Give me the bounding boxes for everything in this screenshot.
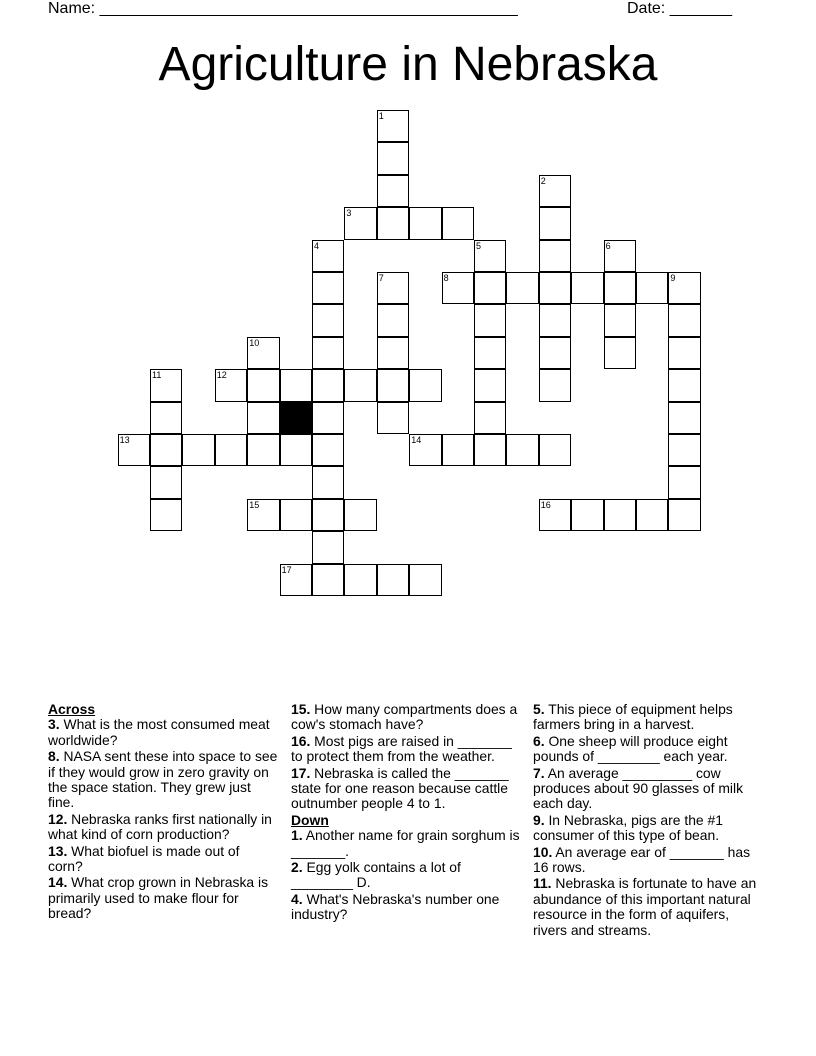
down-clue: 10. An average ear of _______ has 16 rows. bbox=[533, 843, 751, 876]
down-clue: 2. Egg yolk contains a lot of ________ D. bbox=[291, 859, 461, 891]
down-clue: 11. Nebraska is fortunate to have an abundance of this important natural resource in the form of aquifers, rivers and streams. bbox=[533, 875, 757, 938]
down-heading: Down bbox=[291, 811, 329, 828]
clue-number: 4 bbox=[314, 240, 320, 251]
grid-cell[interactable] bbox=[474, 304, 506, 336]
grid-cell[interactable] bbox=[539, 272, 571, 304]
grid-cell[interactable] bbox=[312, 369, 344, 401]
down-clue: 9. In Nebraska, pigs are the #1 consumer of this type of bean. bbox=[533, 811, 723, 844]
grid-cell[interactable] bbox=[150, 434, 182, 466]
grid-cell[interactable] bbox=[539, 434, 571, 466]
clues-column-3 bbox=[533, 702, 763, 939]
across-clue: 13. What biofuel is made out of corn? bbox=[48, 842, 240, 875]
grid-cell[interactable] bbox=[247, 499, 279, 531]
down-clue: 5. This piece of equipment helps farmers bring in a harvest. bbox=[533, 701, 733, 733]
grid-cell[interactable] bbox=[409, 207, 441, 239]
across-clue: 14. What crop grown in Nebraska is primarily used to make flour for bread? bbox=[48, 874, 269, 922]
across-clue: 15. How many compartments does a cow's stomach have? bbox=[291, 701, 518, 733]
grid-cell[interactable] bbox=[118, 434, 150, 466]
grid-cell[interactable] bbox=[247, 337, 279, 369]
grid-cell[interactable] bbox=[312, 466, 344, 498]
grid-cell[interactable] bbox=[280, 499, 312, 531]
grid-cell[interactable] bbox=[668, 369, 700, 401]
across-clue: 17. Nebraska is called the _______ state for one reason because cattle outnumber people 4 to 1. bbox=[291, 764, 509, 812]
grid-cell[interactable] bbox=[377, 207, 409, 239]
grid-cell[interactable] bbox=[668, 499, 700, 531]
grid-cell[interactable] bbox=[474, 240, 506, 272]
grid-cell[interactable] bbox=[506, 272, 538, 304]
clue-number: 5 bbox=[476, 240, 482, 251]
grid-cell[interactable] bbox=[571, 272, 603, 304]
grid-cell[interactable] bbox=[247, 369, 279, 401]
grid-cell[interactable] bbox=[377, 304, 409, 336]
clues-column-2 bbox=[291, 702, 521, 924]
grid-cell[interactable] bbox=[377, 272, 409, 304]
clue-number: 7 bbox=[378, 273, 384, 283]
grid-cell[interactable] bbox=[474, 272, 506, 304]
grid-cell[interactable] bbox=[539, 369, 571, 401]
grid-cell[interactable] bbox=[312, 434, 344, 466]
clue-number: 8 bbox=[443, 273, 449, 283]
grid-cell[interactable] bbox=[474, 369, 506, 401]
clue-number: 15 bbox=[249, 499, 260, 510]
grid-cell[interactable] bbox=[442, 434, 474, 466]
grid-cell[interactable] bbox=[150, 466, 182, 498]
grid-cell[interactable] bbox=[312, 531, 344, 563]
grid-cell[interactable] bbox=[377, 142, 409, 174]
grid-cell[interactable] bbox=[474, 402, 506, 434]
grid-cell[interactable] bbox=[247, 434, 279, 466]
clue-number: 16 bbox=[540, 499, 551, 510]
grid-cell[interactable] bbox=[636, 272, 668, 304]
grid-cell[interactable] bbox=[539, 499, 571, 531]
page-title: Agriculture in Nebraska bbox=[158, 38, 658, 91]
grid-cell[interactable] bbox=[668, 402, 700, 434]
grid-cell[interactable] bbox=[668, 466, 700, 498]
grid-cell[interactable] bbox=[312, 304, 344, 336]
grid-cell[interactable] bbox=[668, 337, 700, 369]
grid-cell[interactable] bbox=[312, 272, 344, 304]
grid-cell[interactable] bbox=[312, 499, 344, 531]
grid-cell[interactable] bbox=[280, 564, 312, 596]
down-clue: 4. What's Nebraska's number one industry? bbox=[291, 890, 500, 923]
grid-cell[interactable] bbox=[377, 564, 409, 596]
grid-cell[interactable] bbox=[247, 402, 279, 434]
grid-cell[interactable] bbox=[312, 240, 344, 272]
clue-number: 1 bbox=[378, 111, 384, 121]
grid-cell[interactable] bbox=[604, 240, 636, 272]
grid-cell[interactable] bbox=[604, 499, 636, 531]
grid-cell[interactable] bbox=[312, 402, 344, 434]
grid-cell[interactable] bbox=[344, 499, 376, 531]
down-clue: 1. Another name for grain sorghum is _______. bbox=[291, 827, 520, 859]
blocked-cell bbox=[280, 402, 312, 434]
clue-number: 11 bbox=[152, 370, 162, 381]
grid-cell[interactable] bbox=[474, 337, 506, 369]
grid-cell[interactable] bbox=[377, 369, 409, 401]
grid-cell[interactable] bbox=[442, 207, 474, 239]
clues-column-1 bbox=[48, 702, 278, 923]
grid-cell[interactable] bbox=[344, 564, 376, 596]
grid-cell[interactable] bbox=[215, 369, 247, 401]
grid-cell[interactable] bbox=[539, 207, 571, 239]
grid-cell[interactable] bbox=[280, 369, 312, 401]
grid-cell[interactable] bbox=[409, 369, 441, 401]
grid-cell[interactable] bbox=[636, 499, 668, 531]
clue-number: 9 bbox=[670, 273, 676, 283]
across-heading: Across bbox=[48, 701, 96, 717]
across-clue: 16. Most pigs are raised in _______ to protect them from the weather. bbox=[291, 732, 512, 765]
date-field[interactable]: Date: _______ bbox=[627, 0, 732, 17]
grid-cell[interactable] bbox=[215, 434, 247, 466]
grid-cell[interactable] bbox=[150, 402, 182, 434]
grid-cell[interactable] bbox=[150, 499, 182, 531]
clue-number: 3 bbox=[346, 208, 352, 219]
grid-cell[interactable] bbox=[280, 434, 312, 466]
clue-number: 10 bbox=[249, 337, 260, 348]
across-clue: 8. NASA sent these into space to see if they would grow in zero gravity on the space station. They grew just fine. bbox=[48, 748, 278, 811]
grid-cell[interactable] bbox=[377, 175, 409, 207]
grid-cell[interactable] bbox=[539, 304, 571, 336]
grid-cell[interactable] bbox=[377, 402, 409, 434]
grid-cell[interactable] bbox=[604, 304, 636, 336]
grid-cell[interactable] bbox=[312, 564, 344, 596]
clue-number: 13 bbox=[119, 435, 130, 445]
grid-cell[interactable] bbox=[539, 240, 571, 272]
grid-cell[interactable] bbox=[474, 434, 506, 466]
grid-cell[interactable] bbox=[377, 337, 409, 369]
across-clue: 3. What is the most consumed meat worldwide? bbox=[48, 716, 270, 748]
grid-cell[interactable] bbox=[182, 434, 214, 466]
grid-cell[interactable] bbox=[344, 369, 376, 401]
grid-cell[interactable] bbox=[668, 272, 700, 304]
grid-cell[interactable] bbox=[539, 175, 571, 207]
grid-cell[interactable] bbox=[312, 337, 344, 369]
grid-cell[interactable] bbox=[668, 434, 700, 466]
grid-cell[interactable] bbox=[668, 304, 700, 336]
grid-cell[interactable] bbox=[571, 499, 603, 531]
grid-cell[interactable] bbox=[604, 272, 636, 304]
grid-cell[interactable] bbox=[150, 369, 182, 401]
name-field[interactable]: Name: _______________________________________________ bbox=[48, 0, 518, 17]
down-clue: 7. An average _________ cow produces about 90 glasses of milk each day. bbox=[533, 764, 744, 812]
clue-number: 17 bbox=[281, 564, 292, 575]
across-clue: 12. Nebraska ranks first nationally in what kind of corn production? bbox=[48, 810, 272, 843]
clue-number: 2 bbox=[540, 175, 546, 186]
grid-cell[interactable] bbox=[539, 337, 571, 369]
clue-number: 12 bbox=[216, 370, 227, 381]
down-clue: 6. One sheep will produce eight pounds of ________ each year. bbox=[533, 732, 728, 765]
grid-cell[interactable] bbox=[409, 434, 441, 466]
clue-number: 14 bbox=[411, 435, 422, 445]
grid-cell[interactable] bbox=[377, 110, 409, 142]
grid-cell[interactable] bbox=[409, 564, 441, 596]
grid-cell[interactable] bbox=[604, 337, 636, 369]
grid-cell[interactable] bbox=[344, 207, 376, 239]
grid-cell[interactable] bbox=[442, 272, 474, 304]
clue-number: 6 bbox=[605, 240, 611, 251]
grid-cell[interactable] bbox=[506, 434, 538, 466]
